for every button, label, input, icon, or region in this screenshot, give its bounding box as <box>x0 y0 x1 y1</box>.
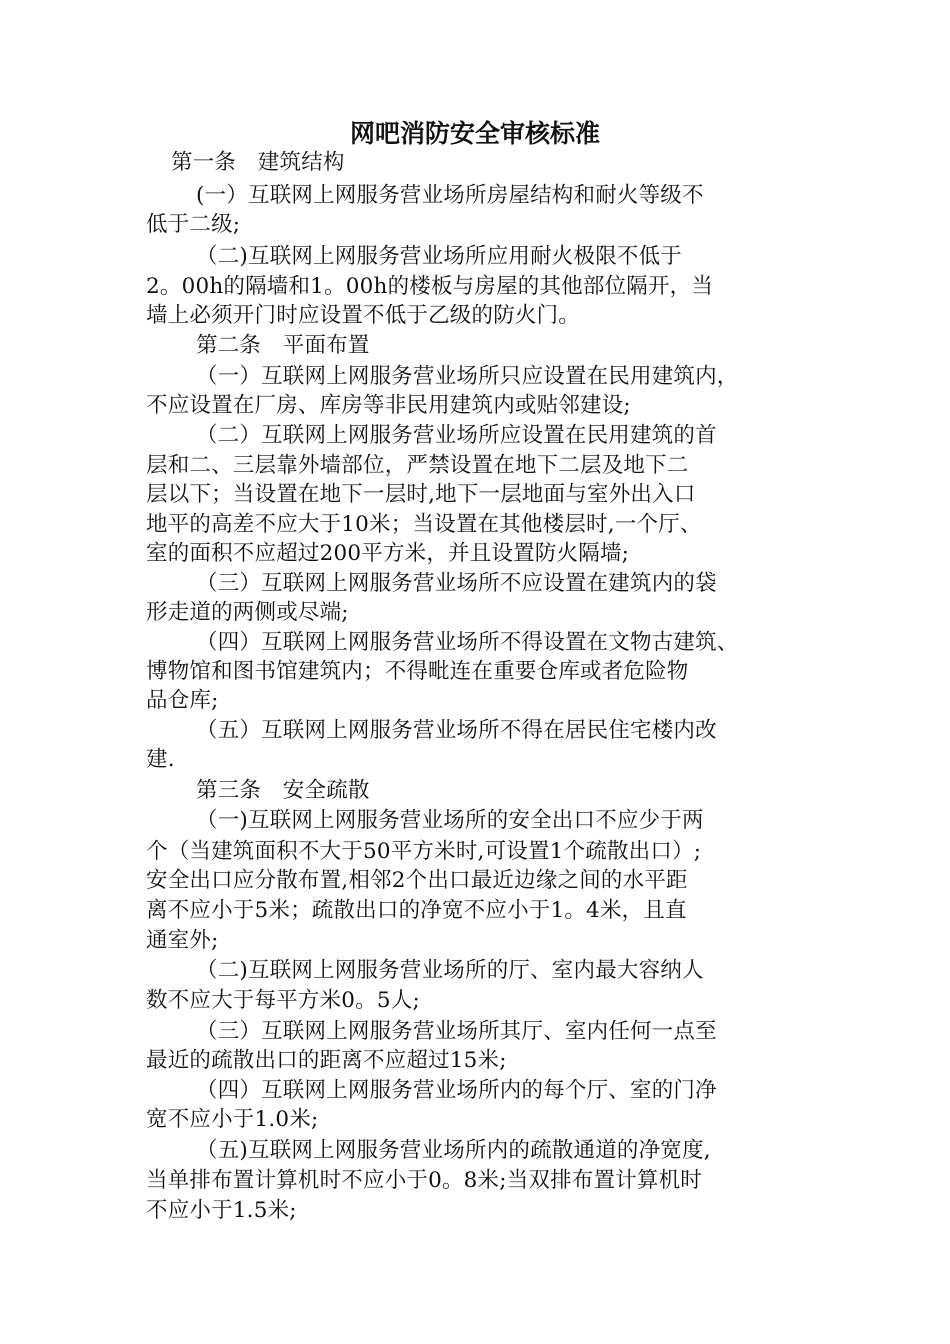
paragraph-line: （三）互联网上网服务营业场所不应设置在建筑内的袋 <box>196 571 717 596</box>
paragraph-line: 数不应大于每平方米0。5人; <box>146 988 420 1013</box>
paragraph-line: 通室外; <box>146 928 219 953</box>
paragraph-line: 墙上必须开门时应设置不低于乙级的防火门。 <box>146 303 581 328</box>
paragraph-line: 不应设置在厂房、库房等非民用建筑内或贴邻建设; <box>146 393 631 418</box>
paragraph-line: 不应小于1.5米; <box>146 1198 297 1223</box>
paragraph-line: 安全出口应分散布置,相邻2个出口最近边缘之间的水平距 <box>146 868 688 893</box>
paragraph-line: 低于二级; <box>146 212 241 237</box>
paragraph-line: 层以下；当设置在地下一层时,地下一层地面与室外出入口 <box>146 482 696 507</box>
paragraph-line: 2。00h的隔墙和1。00h的楼板与房屋的其他部位隔开，当 <box>146 274 714 299</box>
paragraph-line: 当单排布置计算机时不应小于0。8米;当双排布置计算机时 <box>146 1168 703 1193</box>
article-heading: 第一条 建筑结构 <box>171 150 345 175</box>
paragraph-line: 室的面积不应超过200平方米，并且设置防火隔墙; <box>146 541 630 566</box>
paragraph-line: 地平的高差不应大于10米；当设置在其他楼层时,一个厅、 <box>146 512 702 537</box>
paragraph-line: 博物馆和图书馆建筑内；不得毗连在重要仓库或者危险物 <box>146 659 689 684</box>
document-title: 网吧消防安全审核标准 <box>349 119 600 148</box>
paragraph-line: 离不应小于5米；疏散出口的净宽不应小于1。4米，且直 <box>146 898 687 923</box>
paragraph-line: 形走道的两侧或尽端; <box>146 600 349 625</box>
paragraph-line: （三）互联网上网服务营业场所其厅、室内任何一点至 <box>196 1019 717 1044</box>
paragraph-line: 最近的疏散出口的距离不应超过15米; <box>146 1048 507 1073</box>
paragraph-line: （二)互联网上网服务营业场所的厅、室内最大容纳人 <box>196 958 704 983</box>
paragraph-line: 品仓库; <box>146 688 219 713</box>
paragraph-line: （一)互联网上网服务营业场所的安全出口不应少于两 <box>196 808 704 833</box>
paragraph-line: (一）互联网上网服务营业场所房屋结构和耐火等级不 <box>196 183 704 208</box>
article-heading: 第三条 安全疏散 <box>196 778 370 803</box>
paragraph-line: 宽不应小于1.0米; <box>146 1107 319 1132</box>
paragraph-line: 个（当建筑面积不大于50平方米时,可设置1个疏散出口）; <box>146 839 702 864</box>
paragraph-line: （五)互联网上网服务营业场所内的疏散通道的净宽度, <box>196 1138 711 1163</box>
paragraph-line: （四）互联网上网服务营业场所不得设置在文物古建筑、 <box>196 630 739 655</box>
paragraph-line: （四）互联网上网服务营业场所内的每个厅、室的门净 <box>196 1078 717 1103</box>
paragraph-line: （二）互联网上网服务营业场所应设置在民用建筑的首 <box>196 423 717 448</box>
paragraph-line: （一）互联网上网服务营业场所只应设置在民用建筑内， <box>196 364 739 389</box>
paragraph-line: （五）互联网上网服务营业场所不得在居民住宅楼内改 <box>196 718 717 743</box>
paragraph-line: （二)互联网上网服务营业场所应用耐火极限不低于 <box>196 244 682 269</box>
paragraph-line: 层和二、三层靠外墙部位，严禁设置在地下二层及地下二 <box>146 453 689 478</box>
article-heading: 第二条 平面布置 <box>196 333 370 358</box>
paragraph-line: 建. <box>146 747 175 772</box>
